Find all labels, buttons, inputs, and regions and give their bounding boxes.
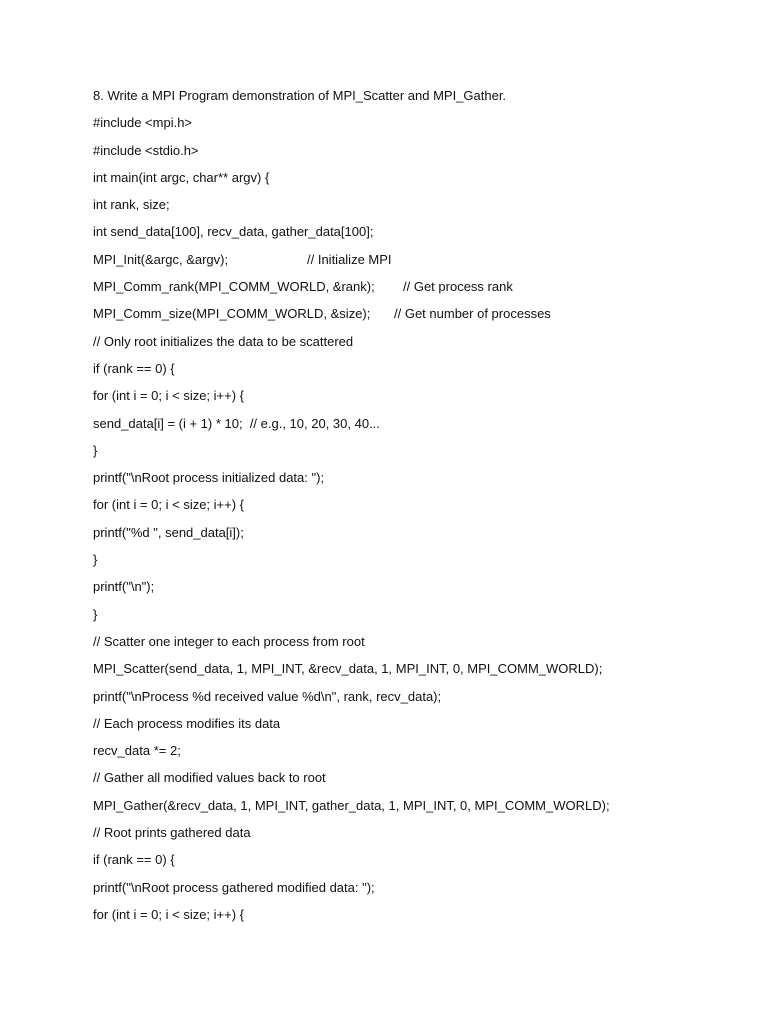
document-line <box>93 86 733 113</box>
document-line <box>93 113 733 140</box>
line-text: if (rank == 0) { <box>93 852 175 868</box>
line-text: } <box>93 552 98 568</box>
line-text: for (int i = 0; i < size; i++) { <box>93 497 245 513</box>
line-text: printf("\n"); <box>93 579 155 595</box>
line-comment: // Initialize MPI <box>307 251 392 267</box>
document-line <box>93 441 733 468</box>
document-line <box>93 168 733 195</box>
document-line <box>93 577 733 604</box>
document-line <box>93 796 733 823</box>
line-text: if (rank == 0) { <box>93 360 175 376</box>
line-text: send_data[i] = (i + 1) * 10; // e.g., 10, 20, 30, 40... <box>93 415 380 431</box>
line-text: // Only root initializes the data to be scattered <box>93 333 354 349</box>
document-line <box>93 195 733 222</box>
line-text: MPI_Scatter(send_data, 1, MPI_INT, &recv_data, 1, MPI_INT, 0, MPI_COMM_WORLD); <box>93 661 603 677</box>
document-line <box>93 632 733 659</box>
document-line <box>93 141 733 168</box>
line-text: int send_data[100], recv_data, gather_data[100]; <box>93 224 374 240</box>
document-line <box>93 304 733 331</box>
document-line <box>93 523 733 550</box>
code-listing <box>93 86 733 932</box>
line-text: for (int i = 0; i < size; i++) { <box>93 388 245 404</box>
line-text: MPI_Init(&argc, &argv); <box>93 251 229 267</box>
line-comment: // Get number of processes <box>394 306 551 322</box>
document-line <box>93 250 733 277</box>
document-line <box>93 687 733 714</box>
document-line <box>93 332 733 359</box>
line-text: // Root prints gathered data <box>93 825 251 841</box>
document-line <box>93 277 733 304</box>
document-line <box>93 905 733 932</box>
document-line <box>93 714 733 741</box>
line-text: } <box>93 606 98 622</box>
line-comment: // Get process rank <box>403 279 513 295</box>
line-text: 8. Write a MPI Program demonstration of MPI_Scatter and MPI_Gather. <box>93 88 507 103</box>
document-line <box>93 468 733 495</box>
document-line <box>93 414 733 441</box>
document-line <box>93 359 733 386</box>
line-text: int rank, size; <box>93 197 170 213</box>
document-line <box>93 741 733 768</box>
document-line <box>93 768 733 795</box>
document-line <box>93 495 733 522</box>
line-text: int main(int argc, char** argv) { <box>93 169 270 185</box>
line-text: #include <mpi.h> <box>93 115 193 131</box>
line-text: // Gather all modified values back to root <box>93 770 326 786</box>
document-line <box>93 823 733 850</box>
line-text: // Scatter one integer to each process from root <box>93 633 365 649</box>
document-line <box>93 550 733 577</box>
line-text: recv_data *= 2; <box>93 743 181 759</box>
document-line <box>93 850 733 877</box>
document-line <box>93 386 733 413</box>
line-text: MPI_Comm_size(MPI_COMM_WORLD, &size); <box>93 306 371 322</box>
line-text: MPI_Gather(&recv_data, 1, MPI_INT, gather_data, 1, MPI_INT, 0, MPI_COMM_WORLD); <box>93 797 610 813</box>
line-text: MPI_Comm_rank(MPI_COMM_WORLD, &rank); <box>93 279 375 295</box>
document-line <box>93 659 733 686</box>
line-text: } <box>93 442 98 458</box>
document-line <box>93 222 733 249</box>
document-line <box>93 605 733 632</box>
line-text: printf("\nRoot process gathered modified data: "); <box>93 879 375 895</box>
line-text: for (int i = 0; i < size; i++) { <box>93 906 245 922</box>
line-text: printf("\nProcess %d received value %d\n", rank, recv_data); <box>93 688 442 704</box>
document-line <box>93 878 733 905</box>
line-text: // Each process modifies its data <box>93 715 281 731</box>
line-text: printf("%d ", send_data[i]); <box>93 524 244 540</box>
line-text: #include <stdio.h> <box>93 142 199 158</box>
line-text: printf("\nRoot process initialized data: "); <box>93 470 325 486</box>
